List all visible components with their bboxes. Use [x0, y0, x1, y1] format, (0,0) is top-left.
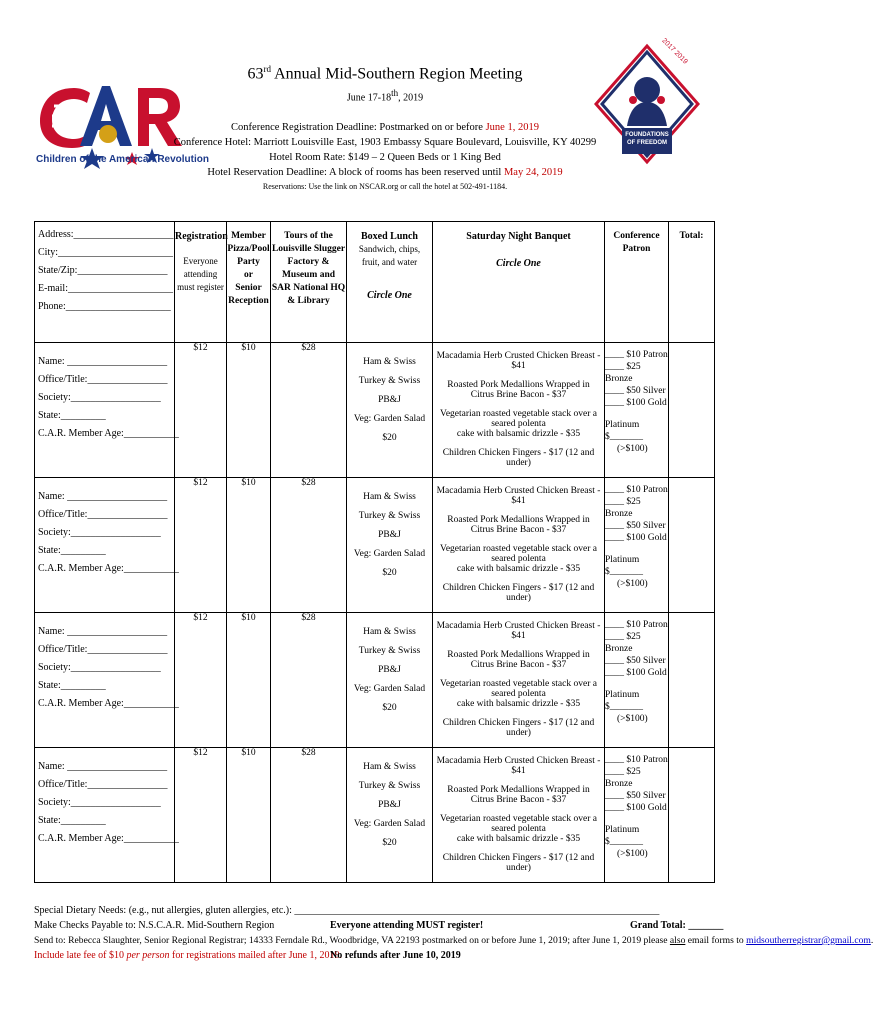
registration-header: Registration Everyone attending must register [175, 222, 227, 343]
lunch-options-cell [347, 613, 433, 748]
tours-price[interactable]: $28 [271, 613, 347, 748]
attendee-fields-cell [35, 613, 179, 748]
platinum-note: (>$100) [617, 714, 648, 724]
platinum-note: (>$100) [617, 579, 648, 589]
contact-fields-cell [35, 222, 175, 343]
name-field[interactable]: Name: ____________________ [38, 356, 168, 367]
banquet-option-vegetarian[interactable]: Vegetarian roasted vegetable stack over a seared polenta cake with balsamic drizzle - $35 [440, 814, 597, 844]
registrar-email-link[interactable]: midsoutherregistrar@gmail.com [746, 935, 871, 946]
banquet-option-children[interactable]: Children Chicken Fingers - $17 (12 and under) [442, 448, 595, 468]
patron-option-platinum[interactable]: Platinum $_______ [605, 420, 643, 442]
patron-option-100[interactable]: ____ $100 Gold [605, 803, 667, 813]
registration-price[interactable]: $12 [175, 748, 227, 883]
must-register-note: Everyone attending MUST register! [330, 920, 484, 931]
name-field[interactable]: Name: ____________________ [38, 626, 168, 637]
state-field[interactable]: State:_________ [38, 680, 106, 691]
banquet-options-cell [433, 748, 605, 883]
patron-options-cell [605, 343, 669, 478]
lunch-options-cell [347, 478, 433, 613]
banquet-option-pork[interactable]: Roasted Pork Medallions Wrapped in Citrus Brine Bacon - $37 [447, 785, 590, 805]
platinum-note: (>$100) [617, 444, 648, 454]
patron-option-25[interactable]: ____ $25 Bronze [605, 767, 641, 789]
name-field[interactable]: Name: ____________________ [38, 761, 168, 772]
lunch-option-salad[interactable]: Veg: Garden Salad [353, 549, 426, 559]
boxed-lunch-header: Boxed Lunch Sandwich, chips, fruit, and water Circle One [347, 222, 433, 343]
patron-option-10[interactable]: ____ $10 Patron [605, 755, 668, 765]
society-field[interactable]: Society:__________________ [38, 392, 161, 403]
patron-option-25[interactable]: ____ $25 Bronze [605, 632, 641, 654]
name-field[interactable]: Name: ____________________ [38, 491, 168, 502]
row-total-cell[interactable] [669, 748, 715, 883]
patron-option-10[interactable]: ____ $10 Patron [605, 350, 668, 360]
row-total-cell[interactable] [669, 478, 715, 613]
patron-option-platinum[interactable]: Platinum $_______ [605, 825, 643, 847]
tours-price[interactable]: $28 [271, 748, 347, 883]
lunch-option-pbj[interactable]: PB&J [378, 665, 401, 675]
state-field[interactable]: State:_________ [38, 410, 106, 421]
member-party-price[interactable]: $10 [227, 748, 271, 883]
society-field[interactable]: Society:__________________ [38, 527, 161, 538]
patron-option-25[interactable]: ____ $25 Bronze [605, 362, 641, 384]
registration-deadline: Conference Registration Deadline: Postmarked on or before June 1, 2019 [231, 122, 539, 133]
registration-price[interactable]: $12 [175, 343, 227, 478]
patron-option-50[interactable]: ____ $50 Silver [605, 791, 666, 801]
banquet-option-children[interactable]: Children Chicken Fingers - $17 (12 and under) [442, 853, 595, 873]
member-age-field[interactable]: C.A.R. Member Age:___________ [38, 833, 179, 844]
office-title-field[interactable]: Office/Title:________________ [38, 374, 168, 385]
lunch-options-cell [347, 748, 433, 883]
page-title: 63rd Annual Mid-Southern Region Meeting [247, 64, 523, 83]
tours-header: Tours of the Louisville Slugger Factory & Museum and SAR National HQ & Library [271, 222, 347, 343]
row-total-cell[interactable] [669, 613, 715, 748]
banquet-options-cell [433, 613, 605, 748]
patron-option-100[interactable]: ____ $100 Gold [605, 533, 667, 543]
late-fee-line: Include late fee of $10 per person for registrations mailed after June 1, 2019. No refunds after June 10, 2019 [34, 950, 461, 961]
tours-price[interactable]: $28 [271, 343, 347, 478]
banquet-option-vegetarian[interactable]: Vegetarian roasted vegetable stack over a seared polenta cake with balsamic drizzle - $35 [440, 409, 597, 439]
lunch-price: $20 [382, 433, 397, 443]
lunch-price: $20 [382, 838, 397, 848]
lunch-option-turkey[interactable]: Turkey & Swiss [358, 646, 421, 656]
lunch-price: $20 [382, 568, 397, 578]
patron-options-cell [605, 613, 669, 748]
phone-field[interactable]: Phone:_____________________ [38, 301, 171, 312]
banquet-option-chicken[interactable]: Macadamia Herb Crusted Chicken Breast - $41 [436, 621, 601, 641]
registration-price[interactable]: $12 [175, 478, 227, 613]
office-title-field[interactable]: Office/Title:________________ [38, 779, 168, 790]
member-party-header: Member Pizza/Pool Party or Senior Reception [227, 222, 271, 343]
lunch-option-salad[interactable]: Veg: Garden Salad [353, 414, 426, 424]
reservation-deadline: Hotel Reservation Deadline: A block of rooms has been reserved until May 24, 2019 [207, 167, 563, 178]
hotel-rate: Hotel Room Rate: $149 – 2 Queen Beds or 1 King Bed [269, 152, 501, 163]
checks-payable: Make Checks Payable to: N.S.C.A.R. Mid-Southern Region [34, 920, 275, 931]
banquet-options-cell [433, 343, 605, 478]
attendee-fields-cell [35, 478, 179, 613]
member-party-price[interactable]: $10 [227, 343, 271, 478]
no-refunds-note: No refunds after June 10, 2019 [330, 950, 461, 961]
patron-option-10[interactable]: ____ $10 Patron [605, 620, 668, 630]
banquet-header: Saturday Night Banquet Circle One [433, 222, 605, 343]
row-total-cell[interactable] [669, 343, 715, 478]
attendee-row [35, 613, 715, 748]
lunch-option-turkey[interactable]: Turkey & Swiss [358, 376, 421, 386]
banquet-option-children[interactable]: Children Chicken Fingers - $17 (12 and under) [442, 718, 595, 738]
banquet-option-pork[interactable]: Roasted Pork Medallions Wrapped in Citrus Brine Bacon - $37 [447, 380, 590, 400]
logo-years: 2017 2019 [660, 37, 689, 66]
logo-caption: FOUNDATIONS OF FREEDOM [625, 132, 669, 146]
attendee-fields-cell [35, 748, 179, 883]
society-field[interactable]: Society:__________________ [38, 797, 161, 808]
banquet-option-vegetarian[interactable]: Vegetarian roasted vegetable stack over a seared polenta cake with balsamic drizzle - $35 [440, 544, 597, 574]
patron-options-cell [605, 478, 669, 613]
patron-options-cell [605, 748, 669, 883]
attendee-row [35, 748, 715, 883]
lunch-options-cell [347, 343, 433, 478]
meeting-dates: June 17-18th, 2019 [346, 88, 424, 104]
lunch-option-salad[interactable]: Veg: Garden Salad [353, 819, 426, 829]
patron-option-100[interactable]: ____ $100 Gold [605, 668, 667, 678]
state-field[interactable]: State:_________ [38, 815, 106, 826]
checks-line [34, 918, 734, 933]
banquet-option-chicken[interactable]: Macadamia Herb Crusted Chicken Breast - $41 [436, 486, 601, 506]
lunch-option-ham[interactable]: Ham & Swiss [363, 357, 416, 367]
lunch-price: $20 [382, 703, 397, 713]
banquet-option-vegetarian[interactable]: Vegetarian roasted vegetable stack over a seared polenta cake with balsamic drizzle - $35 [440, 679, 597, 709]
total-header: Total: [669, 222, 715, 343]
patron-option-platinum[interactable]: Platinum $_______ [605, 690, 643, 712]
member-age-field[interactable]: C.A.R. Member Age:___________ [38, 428, 179, 439]
reservations-note: Reservations: Use the link on NSCAR.org or call the hotel at 502-491-1184. [262, 182, 508, 191]
send-to-line: Send to: Rebecca Slaughter, Senior Regional Registrar; 14333 Ferndale Rd., Woodbridge, VA 22193 postmarked on or before June 1, 2019; after June 1, 2019 please also email forms to midsoutherregistrar@gmail.com [34, 935, 871, 946]
tours-price[interactable]: $28 [271, 478, 347, 613]
lunch-option-ham[interactable]: Ham & Swiss [363, 492, 416, 502]
dietary-needs-line[interactable]: Special Dietary Needs: (e.g., nut allergies, gluten allergies, etc.): _________________________________________________________________________ [34, 905, 660, 916]
banquet-option-chicken[interactable]: Macadamia Herb Crusted Chicken Breast - $41 [436, 351, 601, 371]
lunch-option-turkey[interactable]: Turkey & Swiss [358, 781, 421, 791]
banquet-options-cell [433, 478, 605, 613]
email-field[interactable]: E-mail:_____________________ [38, 283, 173, 294]
address-field[interactable]: Address:____________________ [38, 229, 174, 240]
member-party-price[interactable]: $10 [227, 478, 271, 613]
patron-option-50[interactable]: ____ $50 Silver [605, 521, 666, 531]
conference-hotel: Conference Hotel: Marriott Louisville East, 1903 Embassy Square Boulevard, Louisville, KY 40299 [173, 137, 597, 148]
patron-option-50[interactable]: ____ $50 Silver [605, 656, 666, 666]
banquet-option-chicken[interactable]: Macadamia Herb Crusted Chicken Breast - $41 [436, 756, 601, 776]
attendee-row [35, 478, 715, 613]
banquet-option-children[interactable]: Children Chicken Fingers - $17 (12 and under) [442, 583, 595, 603]
lunch-option-ham[interactable]: Ham & Swiss [363, 762, 416, 772]
lunch-option-turkey[interactable]: Turkey & Swiss [358, 511, 421, 521]
registration-table [34, 221, 715, 883]
platinum-note: (>$100) [617, 849, 648, 859]
city-field[interactable]: City:_______________________ [38, 247, 174, 258]
society-field[interactable]: Society:__________________ [38, 662, 161, 673]
car-logo-caption: Children of the American Revolution [36, 154, 209, 165]
attendee-row [35, 343, 715, 478]
lunch-option-pbj[interactable]: PB&J [378, 395, 401, 405]
office-title-field[interactable]: Office/Title:________________ [38, 644, 168, 655]
lunch-option-pbj[interactable]: PB&J [378, 530, 401, 540]
banquet-option-pork[interactable]: Roasted Pork Medallions Wrapped in Citrus Brine Bacon - $37 [447, 515, 590, 535]
patron-option-50[interactable]: ____ $50 Silver [605, 386, 666, 396]
member-age-field[interactable]: C.A.R. Member Age:___________ [38, 698, 179, 709]
state-field[interactable]: State:_________ [38, 545, 106, 556]
patron-option-25[interactable]: ____ $25 Bronze [605, 497, 641, 519]
header-row [35, 222, 715, 343]
grand-total-field[interactable]: Grand Total: _______ [630, 920, 724, 931]
state-zip-field[interactable]: State/Zip:__________________ [38, 265, 168, 276]
lunch-option-salad[interactable]: Veg: Garden Salad [353, 684, 426, 694]
patron-option-platinum[interactable]: Platinum $_______ [605, 555, 643, 577]
patron-option-100[interactable]: ____ $100 Gold [605, 398, 667, 408]
patron-header: Conference Patron [605, 222, 669, 343]
lunch-option-pbj[interactable]: PB&J [378, 800, 401, 810]
banquet-option-pork[interactable]: Roasted Pork Medallions Wrapped in Citrus Brine Bacon - $37 [447, 650, 590, 670]
patron-option-10[interactable]: ____ $10 Patron [605, 485, 668, 495]
attendee-fields-cell [35, 343, 179, 478]
office-title-field[interactable]: Office/Title:________________ [38, 509, 168, 520]
registration-price[interactable]: $12 [175, 613, 227, 748]
member-age-field[interactable]: C.A.R. Member Age:___________ [38, 563, 179, 574]
member-party-price[interactable]: $10 [227, 613, 271, 748]
lunch-option-ham[interactable]: Ham & Swiss [363, 627, 416, 637]
